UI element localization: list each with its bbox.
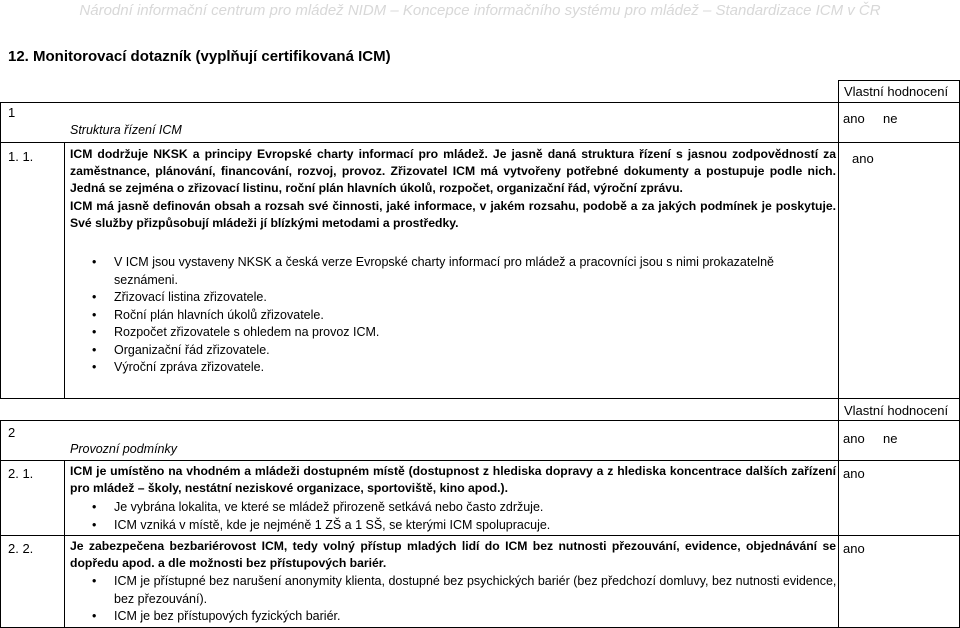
section-number: 1 (8, 105, 16, 120)
item-text: ICM je umístěno na vhodném a mládeži dostupném místě (dostupnost z hlediska dopravy a z hlediska koncentrace dalších zařízení pro mládež – školy, nestátní neziskové organizace, sportoviště, kino apod.). (70, 464, 836, 495)
item-number: 1. 1. (8, 149, 34, 164)
list-item: • Je vybrána lokalita, ve které se mládež přirozeně setkává nebo často zdržuje. (64, 499, 840, 517)
section-number: 2 (8, 425, 16, 440)
bullet-icon: • (92, 255, 97, 269)
bullet-icon: • (92, 325, 97, 339)
item-text: ICM dodržuje NKSK a principy Evropské charty informací pro mládež. Je jasně daná struktura řízení s jasnou zodpovědností za zaměstnance, plánování, financování, rozvoj, provoz. Zřizovatel ICM má vytvořeny potřebné dokumenty a postupuje podle nich. Jedná se zejména o zřizovací listinu, roční plán hlavních úkolů, rozpočet, organizační řád, výroční zprávu. (70, 147, 836, 195)
list-item: • ICM vzniká v místě, kde je nejméně 1 ZŠ a 1 SŠ, se kterými ICM spolupracuje. (64, 517, 840, 535)
list-item: • Roční plán hlavních úkolů zřizovatele. (64, 307, 840, 325)
bullet-icon: • (92, 342, 97, 357)
item-bullet-list (64, 573, 840, 626)
list-item: • Rozpočet zřizovatele s ohledem na provoz ICM. (64, 324, 840, 342)
item-text-extra: ICM má jasně definován obsah a rozsah své činnosti, jaké informace, v jakém rozsahu, podobě a za jakých podmínek je poskytuje. Své služby přizpůsobují mládeži jí blízkými metodami a prostředky. (70, 199, 836, 230)
list-item: • Výroční zpráva zřizovatele. (64, 359, 840, 377)
bullet-icon: • (92, 290, 97, 304)
item-number: 2. 2. (8, 541, 34, 556)
item-answer: ano (843, 541, 865, 556)
bullet-icon: • (92, 517, 97, 532)
item-number: 2. 1. (8, 466, 34, 481)
bullet-icon: • (92, 574, 97, 588)
item-bullet-list (64, 254, 840, 377)
list-item: • ICM je přístupné bez narušení anonymity klienta, dostupné bez psychických bariér (bez předchozí domluvy, bez nutnosti evidence, bez přezouvání). (92, 574, 837, 606)
rating-header: Vlastní hodnocení (844, 403, 949, 418)
section-title: Provozní podmínky (70, 442, 177, 456)
rating-header: Vlastní hodnocení (844, 84, 949, 99)
bullet-icon: • (92, 307, 97, 322)
list-item: • Organizační řád zřizovatele. (64, 342, 840, 360)
item-text: Je zabezpečena bezbariérovost ICM, tedy volný přístup mladých lidí do ICM bez nutnosti přezouvání, evidence, objednávání se dopředu apod. a dle možnosti bez přístupových bariér. (70, 539, 836, 570)
item-bullet-list (64, 499, 840, 534)
bullet-icon: • (92, 360, 97, 374)
section-title: Struktura řízení ICM (70, 123, 182, 137)
item-answer: ano (852, 151, 874, 166)
list-item: • Zřizovací listina zřizovatele. (64, 289, 840, 307)
item-answer: ano (843, 466, 865, 481)
yes-label: ano (843, 111, 865, 126)
no-label: ne (883, 111, 898, 126)
list-item: • ICM je bez přístupových fyzických bariér. (64, 608, 840, 626)
no-label: ne (883, 431, 898, 446)
running-header: Národní informační centrum pro mládež NIDM – Koncepce informačního systému pro mládež – Standardizace ICM v ČR (79, 2, 881, 19)
bullet-icon: • (92, 609, 97, 623)
list-item: • V ICM jsou vystaveny NKSK a česká verze Evropské charty informací pro mládež a pracovníci jsou s nimi prokazatelně seznámeni. (92, 255, 774, 287)
document-title: 12. Monitorovací dotazník (vyplňují certifikovaná ICM) (8, 48, 391, 65)
yes-label: ano (843, 431, 865, 446)
bullet-icon: • (92, 500, 97, 514)
